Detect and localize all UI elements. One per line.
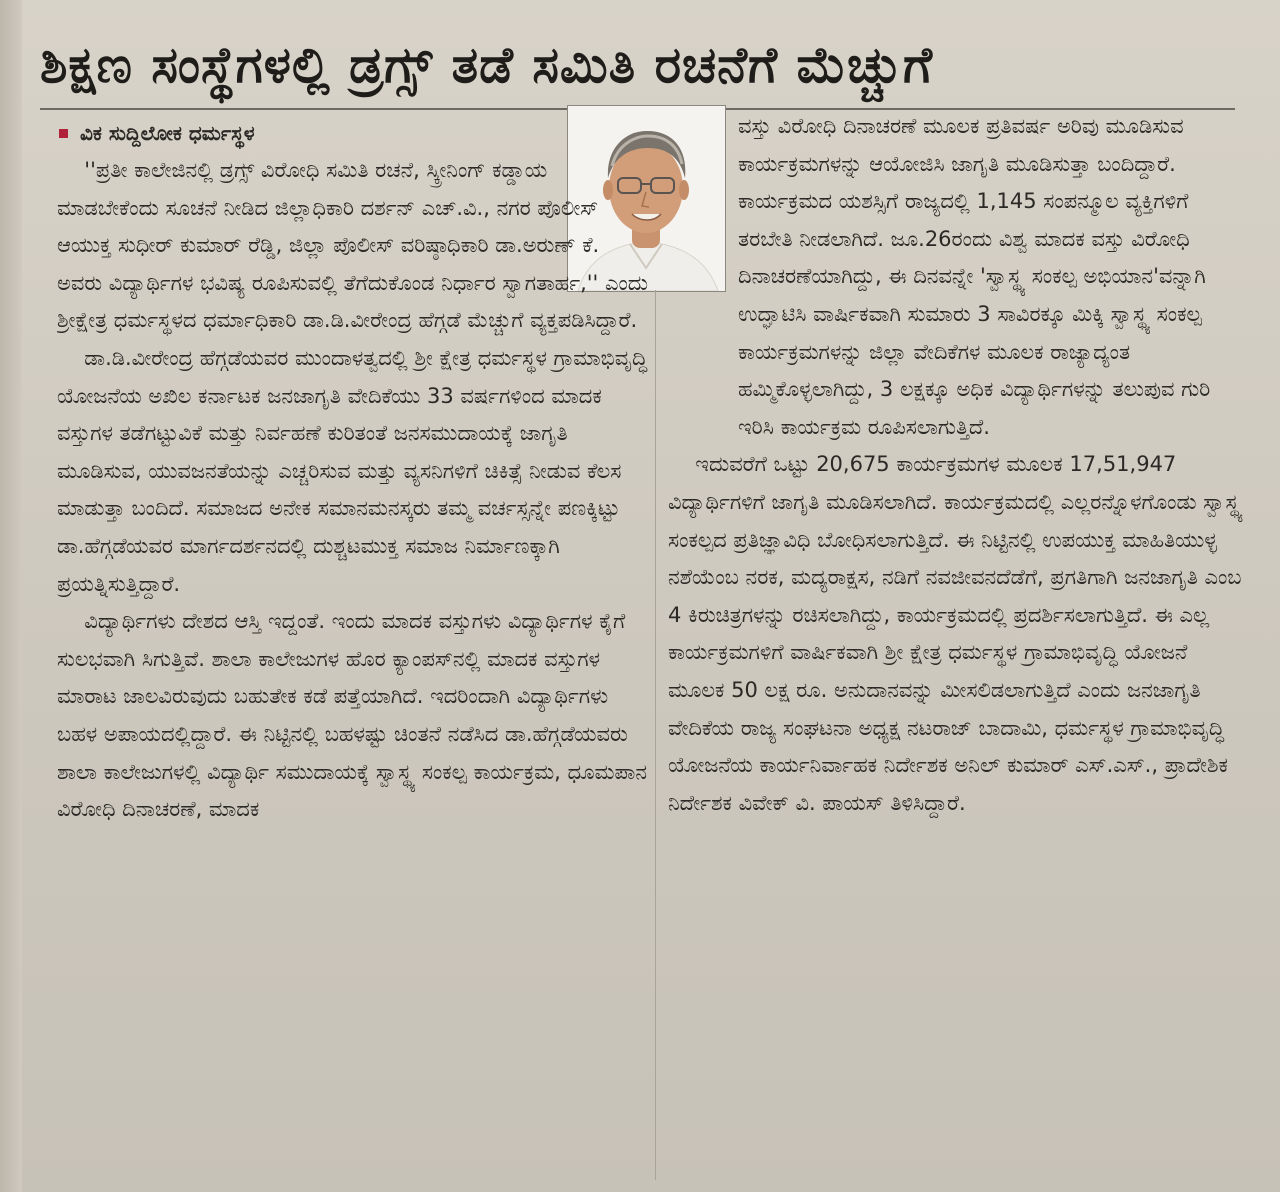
paragraph-2: ಡಾ.ಡಿ.ವೀರೇಂದ್ರ ಹೆಗ್ಗಡೆಯವರ ಮುಂದಾಳತ್ವದಲ್ಲಿ ಶ್ರೀ ಕ್ಷೇತ್ರ ಧರ್ಮಸ್ಥಳ ಗ್ರಾಮಾಭಿವೃದ್ಧಿ ಯೋಜನೆಯ ಅಖಿಲ ಕರ್ನಾಟಕ ಜನಜಾಗೃತಿ ವೇದಿಕೆಯು 33 ವರ್ಷಗಳಿಂದ ಮಾದಕ ವಸ್ತುಗಳ ತಡೆಗಟ್ಟುವಿಕೆ ಮತ್ತು ನಿರ್ವಹಣೆ ಕುರಿತಂತೆ ಜನಸಮುದಾಯಕ್ಕೆ ಜಾಗೃತಿ ಮೂಡಿಸುವ, ಯುವಜನತೆಯನ್ನು ಎಚ್ಚರಿಸುವ ಮತ್ತು ವ್ಯಸನಿಗಳಿಗೆ ಚಿಕಿತ್ಸೆ ನೀಡುವ ಕೆಲಸ ಮಾಡುತ್ತಾ ಬಂದಿದೆ. ಸಮಾಜದ ಅನೇಕ ಸಮಾನಮನಸ್ಕರು ತಮ್ಮ ವರ್ಚಸ್ಸನ್ನೇ ಪಣಕ್ಕಿಟ್ಟು ಡಾ.ಹೆಗ್ಗಡೆಯವರ ಮಾರ್ಗದರ್ಶನದಲ್ಲಿ ದುಶ್ಚಟಮುಕ್ತ ಸಮಾಜ ನಿರ್ಮಾಣಕ್ಕಾಗಿ ಪ್ರಯತ್ನಿಸುತ್ತಿದ್ದಾರೆ. xyxy=(57,345,648,596)
paragraph-4: ವಸ್ತು ವಿರೋಧಿ ದಿನಾಚರಣೆ ಮೂಲಕ ಪ್ರತಿವರ್ಷ ಅರಿವು ಮೂಡಿಸುವ ಕಾರ್ಯಕ್ರಮಗಳನ್ನು ಆಯೋಜಿಸಿ ಜಾಗೃತಿ ಮೂಡಿಸುತ್ತಾ ಬಂದಿದ್ದಾರೆ. ಕಾರ್ಯಕ್ರಮದ ಯಶಸ್ಸಿಗೆ ರಾಜ್ಯದಲ್ಲಿ 1,145 ಸಂಪನ್ಮೂಲ ವ್ಯಕ್ತಿಗಳಿಗೆ ತರಬೇತಿ ನೀಡಲಾಗಿದೆ. ಜೂ.26ರಂದು ವಿಶ್ವ ಮಾದಕ ವಸ್ತು ವಿರೋಧಿ ದಿನಾಚರಣೆಯಾಗಿದ್ದು, ಈ ದಿನವನ್ನೇ 'ಸ್ವಾಸ್ಥ್ಯ ಸಂಕಲ್ಪ ಅಭಿಯಾನ'ವನ್ನಾಗಿ ಉದ್ಘಾಟಿಸಿ ವಾರ್ಷಿಕವಾಗಿ ಸುಮಾರು 3 ಸಾವಿರಕ್ಕೂ ಮಿಕ್ಕಿ ಸ್ವಾಸ್ಥ್ಯ ಸಂಕಲ್ಪ ಕಾರ್ಯಕ್ರಮಗಳನ್ನು ಜಿಲ್ಲಾ ವೇದಿಕೆಗಳ ಮೂಲಕ ರಾಜ್ಯಾದ್ಯಂತ ಹಮ್ಮಿಕೊಳ್ಳಲಾಗಿದ್ದು, 3 ಲಕ್ಷಕ್ಕೂ ಅಧಿಕ ವಿದ್ಯಾರ್ಥಿಗಳನ್ನು ತಲುಪುವ ಗುರಿ ಇರಿಸಿ ಕಾರ್ಯಕ್ರಮ ರೂಪಿಸಲಾಗುತ್ತಿದೆ. xyxy=(738,114,1211,439)
column-divider xyxy=(655,290,656,1180)
byline-text: ವಿಕ ಸುದ್ದಿಲೋಕ ಧರ್ಮಸ್ಥಳ xyxy=(80,120,255,145)
paragraph-1: ''ಪ್ರತೀ ಕಾಲೇಜಿನಲ್ಲಿ ಡ್ರಗ್ಸ್ ವಿರೋಧಿ ಸಮಿತಿ ರಚನೆ, ಸ್ಕ್ರೀನಿಂಗ್ ಕಡ್ಡಾಯ ಮಾಡಬೇಕೆಂದು ಸೂಚನೆ ನೀಡಿದ ಜಿಲ್ಲಾಧಿಕಾರಿ ದರ್ಶನ್ ಎಚ್.ವಿ., ನಗರ ಪೊಲೀಸ್ ಆಯುಕ್ತ ಸುಧೀರ್ ಕುಮಾರ್ ರೆಡ್ಡಿ, ಜಿಲ್ಲಾ ಪೊಲೀಸ್ ವರಿಷ್ಠಾಧಿಕಾರಿ ಡಾ.ಅರುಣ್ ಕೆ. ಅವರು ವಿದ್ಯಾರ್ಥಿಗಳ ಭವಿಷ್ಯ ರೂಪಿಸುವಲ್ಲಿ ತೆಗೆದುಕೊಂಡ ನಿರ್ಧಾರ ಸ್ವಾಗತಾರ್ಹ,'' ಎಂದು ಶ್ರೀಕ್ಷೇತ್ರ ಧರ್ಮಸ್ಥಳದ ಧರ್ಮಾಧಿಕಾರಿ ಡಾ.ಡಿ.ವೀರೇಂದ್ರ ಹೆಗ್ಗಡೆ ಮೆಚ್ಚುಗೆ ವ್ಯಕ್ತಪಡಿಸಿದ್ದಾರೆ. xyxy=(57,158,649,333)
paragraph-5: ಇದುವರೆಗೆ ಒಟ್ಟು 20,675 ಕಾರ್ಯಕ್ರಮಗಳ ಮೂಲಕ 17,51,947 ವಿದ್ಯಾರ್ಥಿಗಳಿಗೆ ಜಾಗೃತಿ ಮೂಡಿಸಲಾಗಿದೆ. ಕಾರ್ಯಕ್ರಮದಲ್ಲಿ ಎಲ್ಲರನ್ನೊಳಗೊಂಡು ಸ್ವಾಸ್ಥ್ಯ ಸಂಕಲ್ಪದ ಪ್ರತಿಜ್ಞಾವಿಧಿ ಬೋಧಿಸಲಾಗುತ್ತಿದೆ. ಈ ನಿಟ್ಟಿನಲ್ಲಿ ಉಪಯುಕ್ತ ಮಾಹಿತಿಯುಳ್ಳ ನಶೆಯೆಂಬ ನರಕ, ಮದ್ಯರಾಕ್ಷಸ, ನಡಿಗೆ ನವಜೀವನದೆಡೆಗೆ, ಪ್ರಗತಿಗಾಗಿ ಜನಜಾಗೃತಿ ಎಂಬ 4 ಕಿರುಚಿತ್ರಗಳನ್ನು ರಚಿಸಲಾಗಿದ್ದು, ಕಾರ್ಯಕ್ರಮದಲ್ಲಿ ಪ್ರದರ್ಶಿಸಲಾಗುತ್ತಿದೆ. ಈ ಎಲ್ಲ ಕಾರ್ಯಕ್ರಮಗಳಿಗೆ ವಾರ್ಷಿಕವಾಗಿ ಶ್ರೀ ಕ್ಷೇತ್ರ ಧರ್ಮಸ್ಥಳ ಗ್ರಾಮಾಭಿವೃದ್ಧಿ ಯೋಜನೆ ಮೂಲಕ 50 ಲಕ್ಷ ರೂ. ಅನುದಾನವನ್ನು ಮೀಸಲಿಡಲಾಗುತ್ತಿದೆ ಎಂದು ಜನಜಾಗೃತಿ ವೇದಿಕೆಯ ರಾಜ್ಯ ಸಂಘಟನಾ ಅಧ್ಯಕ್ಷ ನಟರಾಜ್ ಬಾದಾಮಿ, ಧರ್ಮಸ್ಥಳ ಗ್ರಾಮಾಭಿವೃದ್ಧಿ ಯೋಜನೆಯ ಕಾರ್ಯನಿರ್ವಾಹಕ ನಿರ್ದೇಶಕ ಅನಿಲ್ ಕುಮಾರ್ ಎಸ್.ಎಸ್., ಪ್ರಾದೇಶಿಕ ನಿರ್ದೇಶಕ ವಿವೇಕ್ ವಿ. ಪಾಯಸ್ ತಿಳಿಸಿದ್ದಾರೆ. xyxy=(668,452,1243,815)
bullet-square-icon xyxy=(59,129,68,138)
byline xyxy=(57,115,650,152)
article-column-1 xyxy=(57,115,650,1180)
page-edge xyxy=(0,0,22,1192)
paragraph-3: ವಿದ್ಯಾರ್ಥಿಗಳು ದೇಶದ ಆಸ್ತಿ ಇದ್ದಂತೆ. ಇಂದು ಮಾದಕ ವಸ್ತುಗಳು ವಿದ್ಯಾರ್ಥಿಗಳ ಕೈಗೆ ಸುಲಭವಾಗಿ ಸಿಗುತ್ತಿವೆ. ಶಾಲಾ ಕಾಲೇಜುಗಳ ಹೊರ ಕ್ಯಾಂಪಸ್‌ನಲ್ಲಿ ಮಾದಕ ವಸ್ತುಗಳ ಮಾರಾಟ ಜಾಲವಿರುವುದು ಬಹುತೇಕ ಕಡೆ ಪತ್ತೆಯಾಗಿದೆ. ಇದರಿಂದಾಗಿ ವಿದ್ಯಾರ್ಥಿಗಳು ಬಹಳ ಅಪಾಯದಲ್ಲಿದ್ದಾರೆ. ಈ ನಿಟ್ಟಿನಲ್ಲಿ ಬಹಳಷ್ಟು ಚಿಂತನೆ ನಡೆಸಿದ ಡಾ.ಹೆಗ್ಗಡೆಯವರು ಶಾಲಾ ಕಾಲೇಜುಗಳಲ್ಲಿ ವಿದ್ಯಾರ್ಥಿ ಸಮುದಾಯಕ್ಕೆ ಸ್ವಾಸ್ಥ್ಯ ಸಂಕಲ್ಪ ಕಾರ್ಯಕ್ರಮ, ಧೂಮಪಾನ ವಿರೋಧಿ ದಿನಾಚರಣೆ, ಮಾದಕ xyxy=(57,609,648,822)
headline: ಶಿಕ್ಷಣ ಸಂಸ್ಥೆಗಳಲ್ಲಿ ಡ್ರಗ್ಸ್ ತಡೆ ಸಮಿತಿ ರಚನೆಗೆ ಮೆಚ್ಚುಗೆ xyxy=(40,36,934,94)
article-column-2 xyxy=(668,108,1248,1173)
